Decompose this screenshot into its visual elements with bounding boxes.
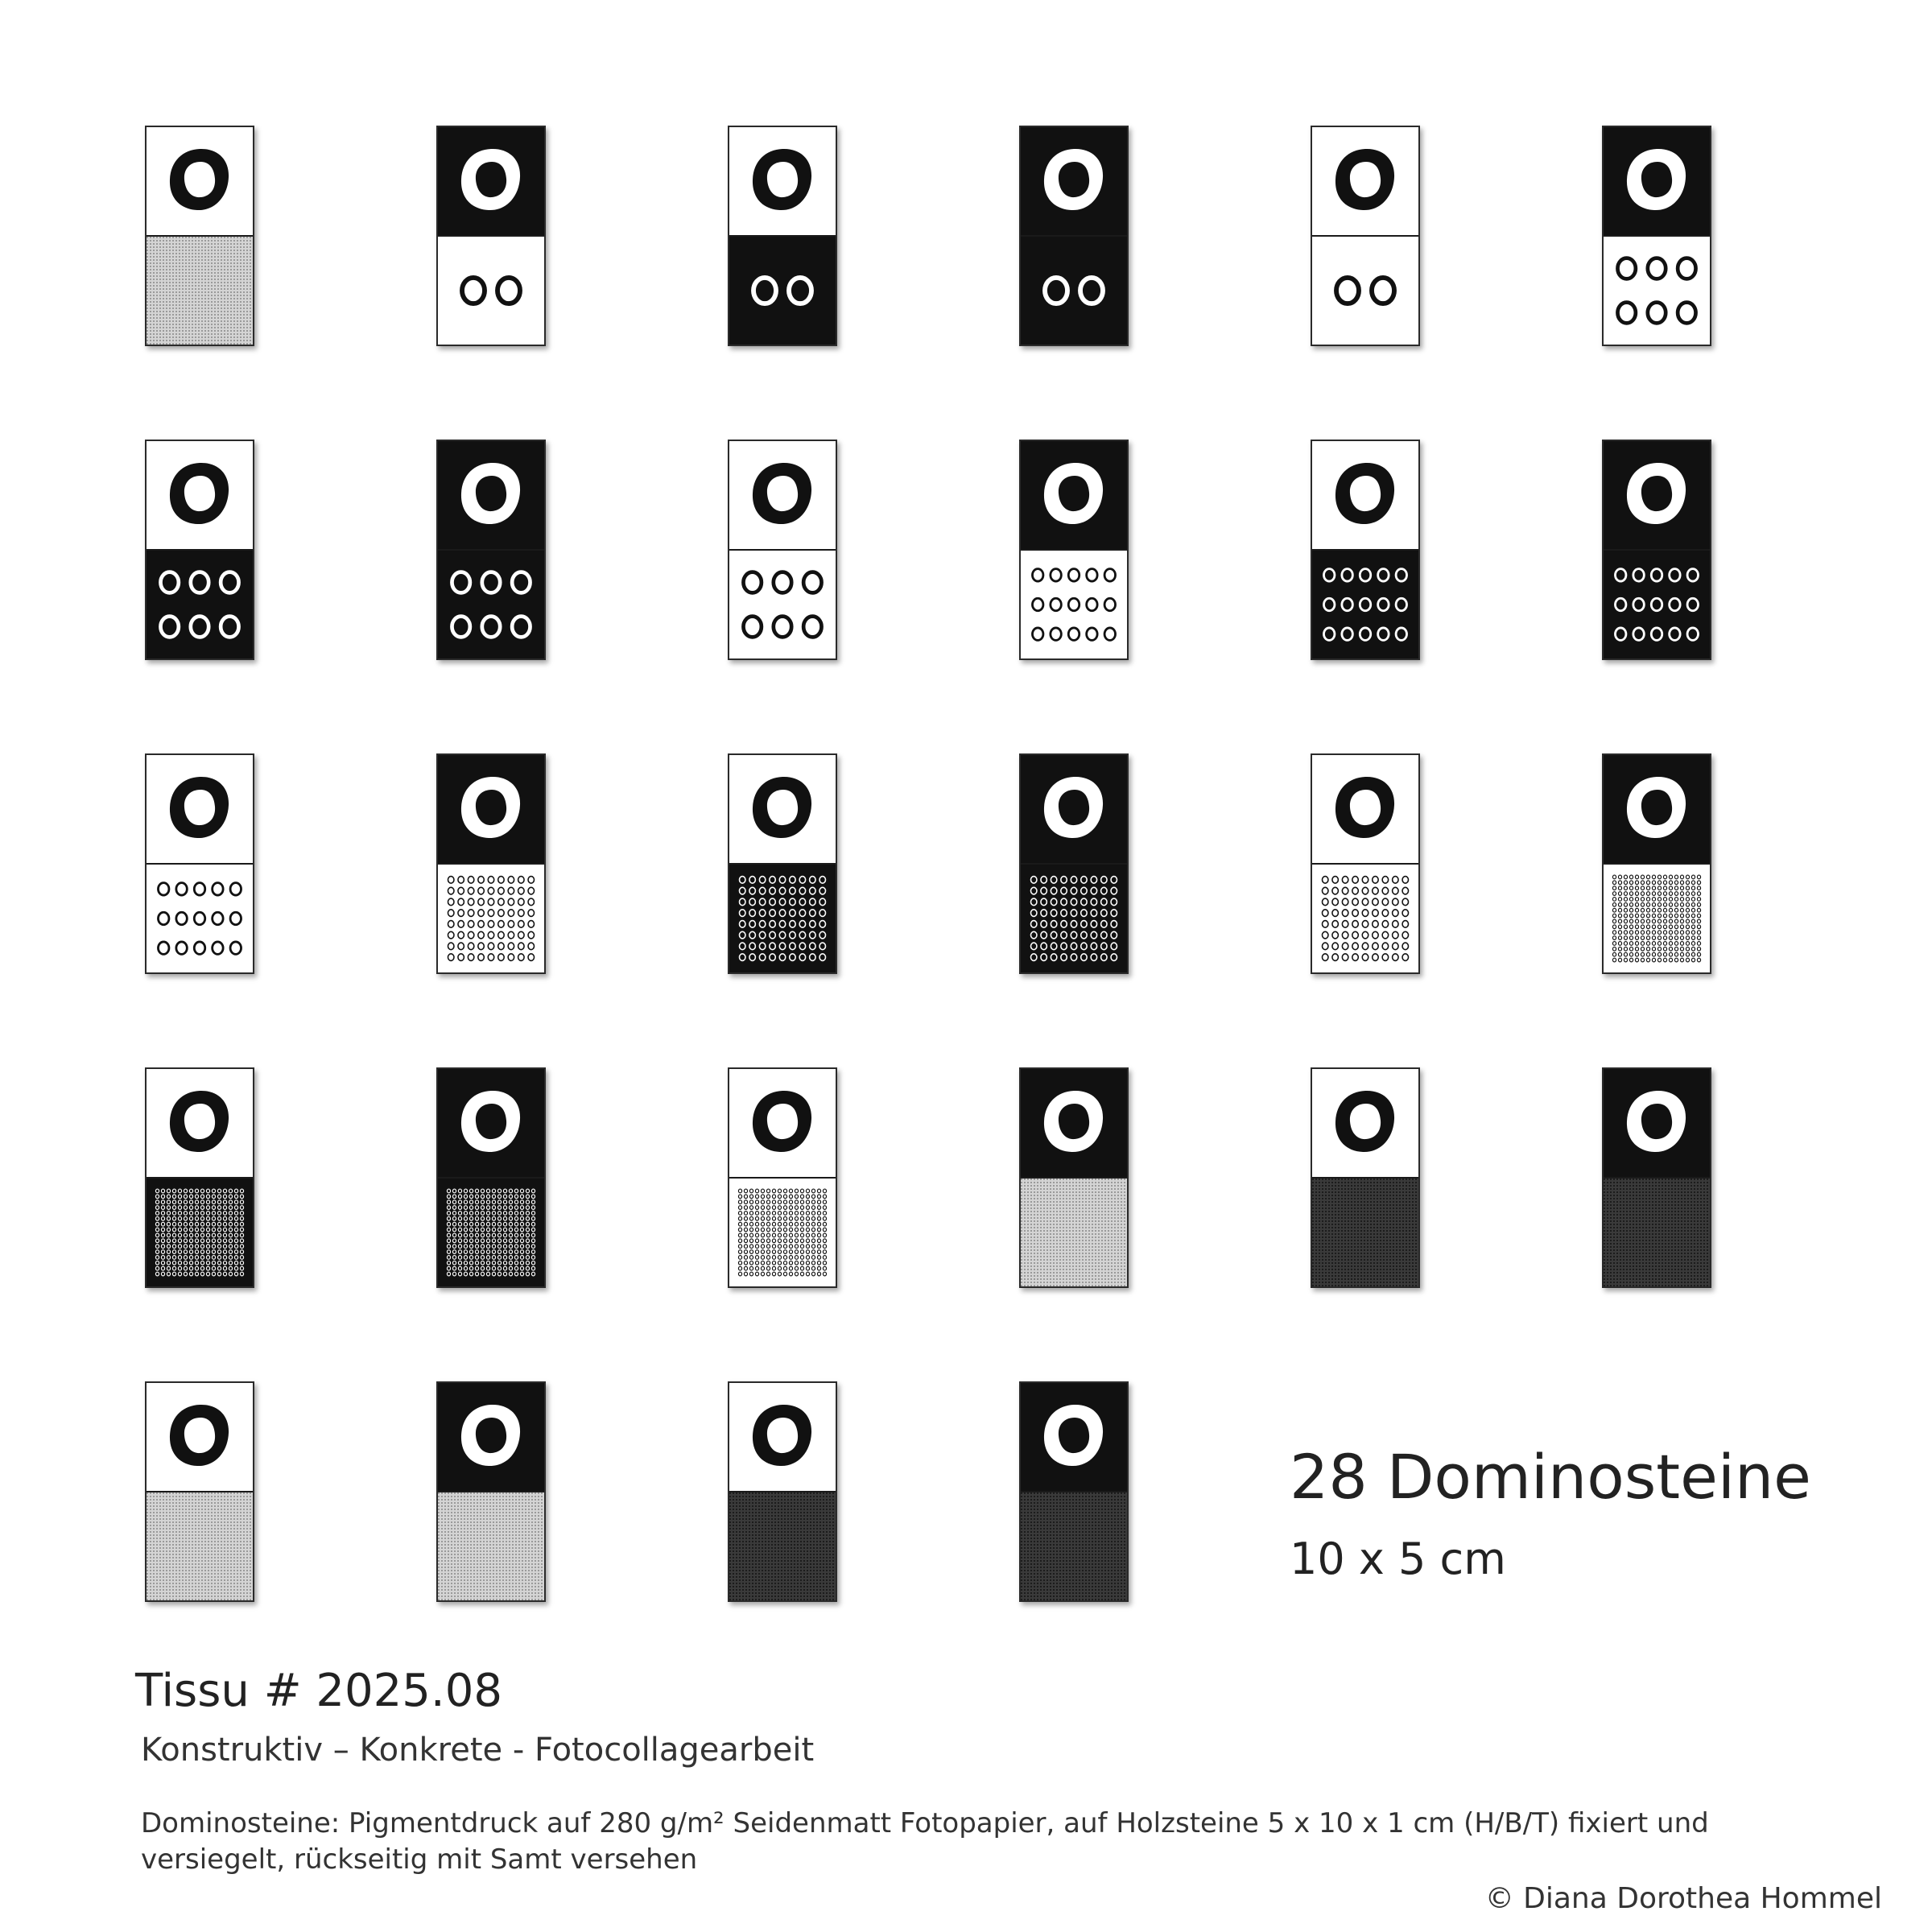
domino-bottom-half xyxy=(1021,551,1127,658)
domino-bottom-half xyxy=(1604,551,1710,658)
domino-bottom-half xyxy=(1021,865,1127,972)
domino-tile xyxy=(436,126,546,346)
domino-tile xyxy=(436,1381,546,1602)
domino-bottom-half xyxy=(147,1179,253,1286)
fine-texture-pattern xyxy=(147,237,253,345)
fine-texture-pattern xyxy=(1021,1492,1127,1600)
domino-bottom-half xyxy=(147,1492,253,1600)
copyright-notice: © Diana Dorothea Hommel xyxy=(1484,1882,1882,1915)
domino-tile xyxy=(1019,440,1129,660)
domino-tile xyxy=(728,753,837,974)
domino-bottom-half xyxy=(147,551,253,658)
domino-tile xyxy=(1311,753,1420,974)
domino-tile xyxy=(1311,1067,1420,1288)
domino-top-half xyxy=(1312,755,1418,863)
work-description-line-2: versiegelt, rückseitig mit Samt versehen xyxy=(141,1843,698,1876)
domino-tile xyxy=(145,126,254,346)
domino-tile xyxy=(1311,440,1420,660)
domino-top-half xyxy=(1604,441,1710,549)
domino-bottom-half xyxy=(729,551,836,658)
work-subtitle: Konstruktiv – Konkrete - Fotocollagearbeit xyxy=(141,1732,815,1769)
domino-top-half xyxy=(729,1383,836,1491)
domino-top-half xyxy=(438,755,544,863)
domino-top-half xyxy=(1021,755,1127,863)
domino-bottom-half xyxy=(1312,551,1418,658)
fine-texture-pattern xyxy=(147,1492,253,1600)
domino-tile xyxy=(1019,1067,1129,1288)
domino-top-half xyxy=(147,755,253,863)
domino-top-half xyxy=(147,441,253,549)
domino-bottom-half xyxy=(438,1492,544,1600)
domino-top-half xyxy=(1312,1069,1418,1177)
domino-top-half xyxy=(1021,127,1127,235)
domino-tile xyxy=(436,1067,546,1288)
domino-bottom-half xyxy=(438,1179,544,1286)
work-title: Tissu # 2025.08 xyxy=(135,1665,502,1717)
domino-bottom-half xyxy=(1312,865,1418,972)
domino-size-label: 10 x 5 cm xyxy=(1290,1534,1506,1584)
domino-tile xyxy=(145,1067,254,1288)
domino-top-half xyxy=(438,1069,544,1177)
domino-tile xyxy=(145,753,254,974)
domino-bottom-half xyxy=(729,1179,836,1286)
domino-bottom-half xyxy=(438,237,544,345)
domino-top-half xyxy=(1312,441,1418,549)
domino-bottom-half xyxy=(1021,1492,1127,1600)
domino-tile xyxy=(1311,126,1420,346)
domino-bottom-half xyxy=(1312,237,1418,345)
domino-top-half xyxy=(147,127,253,235)
domino-tile xyxy=(145,1381,254,1602)
fine-texture-pattern xyxy=(729,1492,836,1600)
fine-texture-pattern xyxy=(1312,1179,1418,1286)
domino-bottom-half xyxy=(147,865,253,972)
domino-tile xyxy=(436,440,546,660)
domino-tile xyxy=(728,1381,837,1602)
domino-top-half xyxy=(1021,441,1127,549)
domino-top-half xyxy=(1021,1069,1127,1177)
domino-top-half xyxy=(729,127,836,235)
domino-bottom-half xyxy=(729,1492,836,1600)
domino-bottom-half xyxy=(729,865,836,972)
domino-bottom-half xyxy=(1021,1179,1127,1286)
domino-top-half xyxy=(438,127,544,235)
domino-bottom-half xyxy=(438,551,544,658)
domino-top-half xyxy=(147,1383,253,1491)
domino-tile xyxy=(145,440,254,660)
domino-tile xyxy=(1602,440,1711,660)
domino-bottom-half xyxy=(1021,237,1127,345)
domino-bottom-half xyxy=(147,237,253,345)
domino-bottom-half xyxy=(438,865,544,972)
domino-tile xyxy=(728,440,837,660)
domino-bottom-half xyxy=(1604,237,1710,345)
domino-top-half xyxy=(729,1069,836,1177)
fine-texture-pattern xyxy=(1021,1179,1127,1286)
domino-tile xyxy=(1602,1067,1711,1288)
domino-tile xyxy=(728,1067,837,1288)
domino-top-half xyxy=(1604,127,1710,235)
domino-bottom-half xyxy=(1312,1179,1418,1286)
domino-tile xyxy=(1602,126,1711,346)
domino-tile xyxy=(1602,753,1711,974)
domino-top-half xyxy=(1021,1383,1127,1491)
domino-top-half xyxy=(438,441,544,549)
domino-top-half xyxy=(1604,1069,1710,1177)
domino-top-half xyxy=(147,1069,253,1177)
fine-texture-pattern xyxy=(1604,1179,1710,1286)
domino-bottom-half xyxy=(1604,865,1710,972)
domino-bottom-half xyxy=(729,237,836,345)
domino-top-half xyxy=(438,1383,544,1491)
domino-top-half xyxy=(1312,127,1418,235)
work-description-line-1: Dominosteine: Pigmentdruck auf 280 g/m² Seidenmatt Fotopapier, auf Holzsteine 5 x 10 x 1 cm (H/B/T) fixiert und xyxy=(141,1807,1709,1839)
domino-tile xyxy=(436,753,546,974)
domino-bottom-half xyxy=(1604,1179,1710,1286)
domino-count-title: 28 Dominosteine xyxy=(1290,1441,1811,1513)
domino-top-half xyxy=(1604,755,1710,863)
domino-tile xyxy=(728,126,837,346)
domino-tile xyxy=(1019,126,1129,346)
domino-top-half xyxy=(729,441,836,549)
domino-tile xyxy=(1019,753,1129,974)
domino-top-half xyxy=(729,755,836,863)
domino-tile xyxy=(1019,1381,1129,1602)
fine-texture-pattern xyxy=(438,1492,544,1600)
